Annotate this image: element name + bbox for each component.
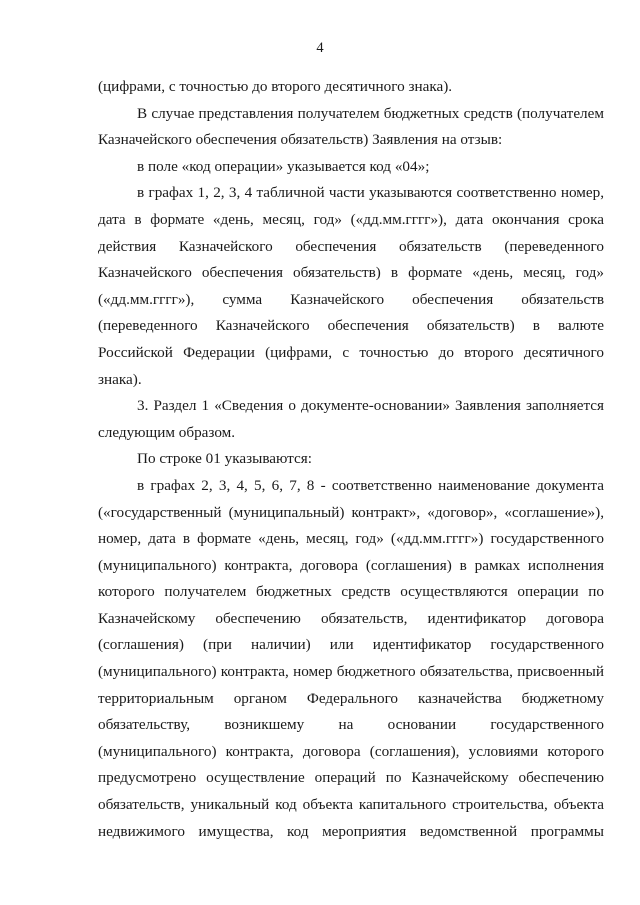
text-line: Казначейского обеспечения обязательств) Заявления на отзыв:	[98, 131, 503, 149]
text-line: номер, дата в формате «день, месяц, год» («дд.мм.гггг») государственного	[98, 530, 604, 548]
text-line: В случае представления получателем бюджетных средств (получателем	[137, 104, 604, 122]
text-line: (цифрами, с точностью до второго десятичного знака).	[98, 78, 453, 95]
text-line: («государственный (муниципальный) контракт», «договор», «соглашение»),	[98, 503, 604, 521]
text-line: знака).	[98, 370, 142, 388]
text-line: (муниципального) контракта, договора (соглашения) в рамках исполнения	[98, 556, 604, 574]
text-line: территориальным органом Федерального казначейства бюджетному	[98, 689, 604, 707]
document-body	[98, 74, 604, 845]
text-line: По строке 01 указываются:	[137, 450, 312, 468]
page-number: 4	[316, 40, 324, 56]
text-line: («дд.мм.гггг»), сумма Казначейского обеспечения обязательств	[98, 290, 604, 308]
text-line: обязательств, уникальный код объекта капитального строительства, объекта	[98, 796, 604, 814]
text-line: следующим образом.	[98, 423, 236, 441]
text-line: (муниципального) контракта, номер бюджетного обязательства, присвоенный	[98, 663, 604, 681]
text-line: недвижимого имущества, код мероприятия ведомственной программы	[98, 822, 604, 840]
text-line: которого получателем бюджетных средств осуществляются операции по	[98, 583, 604, 601]
text-line: в графах 1, 2, 3, 4 табличной части указываются соответственно номер,	[137, 184, 604, 202]
text-line: 3. Раздел 1 «Сведения о документе-основании» Заявления заполняется	[137, 397, 604, 415]
text-line: Российской Федерации (цифрами, с точностью до второго десятичного	[98, 343, 604, 361]
text-line: предусмотрено осуществление операций по Казначейскому обеспечению	[98, 769, 604, 787]
text-line: (переведенного Казначейского обеспечения обязательств) в валюте	[98, 317, 604, 335]
text-line: обязательству, возникшему на основании государственного	[98, 716, 604, 734]
text-line: Казначейского обеспечения обязательств) в формате «день, месяц, год»	[98, 264, 604, 282]
text-line: (соглашения) (при наличии) или идентификатор государственного	[98, 636, 604, 654]
text-line: дата в формате «день, месяц, год» («дд.мм.гггг»), дата окончания срока	[98, 210, 604, 228]
text-line: в графах 2, 3, 4, 5, 6, 7, 8 - соответственно наименование документа	[137, 476, 604, 494]
text-line: (муниципального) контракта, договора (соглашения), условиями которого	[98, 742, 604, 760]
text-line: Казначейскому обеспечению обязательств, идентификатор договора	[98, 609, 604, 627]
text-line: действия Казначейского обеспечения обязательств (переведенного	[98, 237, 604, 255]
text-line: в поле «код операции» указывается код «04»;	[137, 157, 430, 175]
